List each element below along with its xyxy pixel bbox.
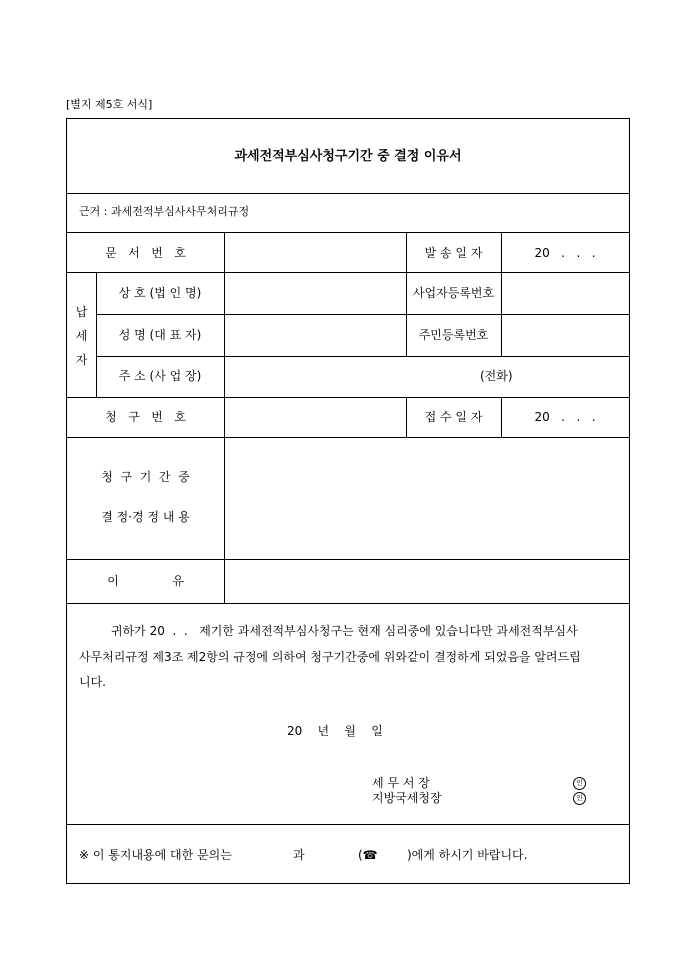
form-title: 과세전적부심사청구기간 중 결정 이유서 bbox=[234, 149, 462, 164]
form-frame bbox=[66, 118, 630, 884]
form-code: [별지 제5호 서식] bbox=[66, 98, 153, 111]
footer-suffix: )에게 하시기 바랍니다. bbox=[407, 848, 528, 862]
phone-label: (전화) bbox=[480, 369, 513, 383]
taxpayer-label-3: 자 bbox=[75, 353, 88, 367]
officer-tax-office: 세 무 서 장 bbox=[372, 776, 430, 790]
send-date-label: 발 송 일 자 bbox=[424, 246, 483, 260]
notice-date: 20 년 월 일 bbox=[287, 724, 383, 738]
biz-reg-label: 사업자등록번호 bbox=[412, 286, 495, 300]
notice-line-2: 사무처리규정 제3조 제2항의 규정에 의하여 청구기간중에 위와같이 결정하게 되었음을 알려드립 bbox=[79, 650, 581, 664]
seal-icon: 인 bbox=[573, 792, 586, 805]
divider bbox=[67, 437, 629, 438]
footer-dept: 과 bbox=[293, 848, 305, 862]
officer-regional: 지방국세청장 bbox=[372, 791, 442, 805]
footer-phone: (☎ bbox=[358, 848, 378, 862]
divider bbox=[96, 314, 629, 315]
reason-label: 이 유 bbox=[107, 574, 184, 588]
name-label: 성 명 (대 표 자) bbox=[118, 328, 202, 342]
trade-name-label: 상 호 (법 인 명) bbox=[118, 286, 202, 300]
notice-line-3: 니다. bbox=[79, 675, 106, 689]
divider bbox=[224, 232, 225, 603]
footer-prefix: ※ 이 통지내용에 대한 문의는 bbox=[79, 848, 232, 862]
seal-icon: 인 bbox=[573, 777, 586, 790]
receipt-date-label: 접 수 일 자 bbox=[424, 410, 483, 424]
claim-number-label: 청 구 번 호 bbox=[105, 410, 186, 424]
doc-number-label: 문 서 번 호 bbox=[105, 246, 186, 260]
divider bbox=[67, 397, 629, 398]
resident-reg-label: 주민등록번호 bbox=[418, 328, 489, 342]
taxpayer-label-1: 납 bbox=[75, 305, 88, 319]
taxpayer-label-2: 세 bbox=[75, 329, 88, 343]
address-label: 주 소 (사 업 장) bbox=[118, 369, 202, 383]
decision-label-2: 결 정·경 정 내 용 bbox=[101, 510, 190, 524]
send-date-value: 20 . . . bbox=[534, 246, 596, 260]
divider bbox=[67, 824, 629, 825]
divider bbox=[67, 603, 629, 604]
divider bbox=[67, 193, 629, 194]
decision-label-1: 청 구 기 간 중 bbox=[101, 470, 190, 484]
divider bbox=[67, 559, 629, 560]
basis-text: 근거 : 과세전적부심사사무처리규정 bbox=[79, 205, 250, 218]
divider bbox=[67, 272, 629, 273]
divider bbox=[96, 356, 629, 357]
divider bbox=[67, 232, 629, 233]
receipt-date-value: 20 . . . bbox=[534, 410, 596, 424]
notice-line-1: 귀하가 20 . . 제기한 과세전적부심사청구는 현재 심리중에 있습니다만 과세전적부심사 bbox=[111, 624, 578, 638]
